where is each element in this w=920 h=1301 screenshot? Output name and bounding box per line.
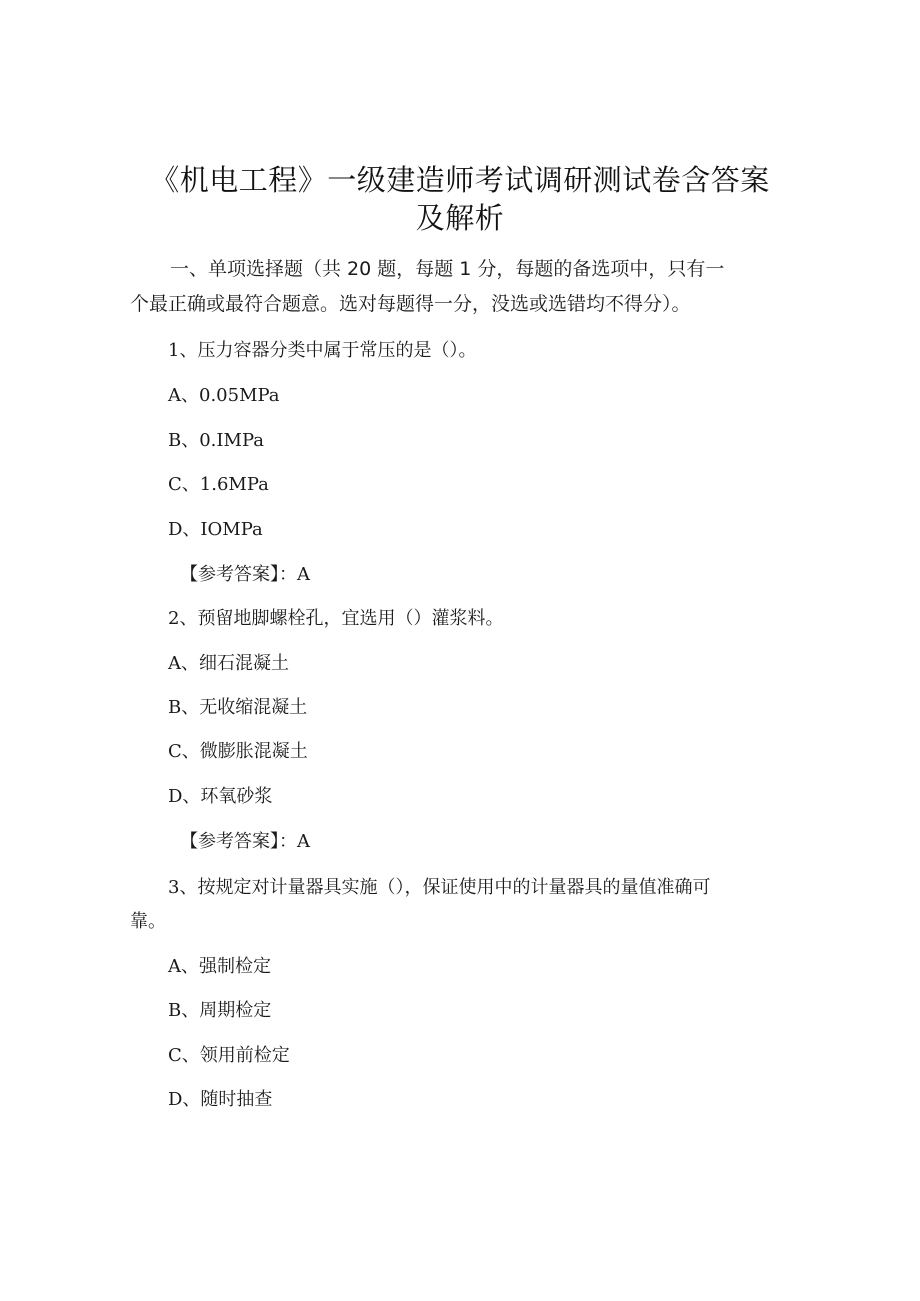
- question-3-option-d: D、随时抽查: [168, 1089, 273, 1110]
- question-3-option-c: C、领用前检定: [168, 1045, 290, 1066]
- question-1-stem: 1、压力容器分类中属于常压的是（）。: [168, 340, 477, 361]
- question-1-option-d: D、IOMPa: [168, 519, 263, 540]
- question-2-option-c: C、微膨胀混凝土: [168, 741, 308, 762]
- question-2-option-d: D、环氧砂浆: [168, 786, 273, 807]
- question-2-stem: 2、预留地脚螺栓孔，宜选用（）灌浆料。: [168, 608, 504, 629]
- question-1-option-b: B、0.IMPa: [168, 430, 264, 451]
- question-3-option-a: A、强制检定: [168, 956, 271, 977]
- section-intro-line-2: 个最正确或最符合题意。选对每题得一分，没选或选错均不得分）。: [130, 293, 691, 315]
- question-2-option-a: A、细石混凝土: [168, 653, 289, 674]
- question-2-answer: 【参考答案】：A: [180, 831, 310, 852]
- question-1-option-a: A、0.05MPa: [168, 385, 280, 406]
- question-2-option-b: B、无收缩混凝土: [168, 697, 308, 718]
- document-title-line-1: 《机电工程》一级建造师考试调研测试卷含答案: [150, 163, 770, 197]
- question-3-stem-line-1: 3、按规定对计量器具实施（），保证使用中的计量器具的量值准确可: [168, 877, 711, 898]
- question-3-option-b: B、周期检定: [168, 1000, 272, 1021]
- document-title-line-2: 及解析: [415, 201, 505, 235]
- section-intro-line-1: 一、单项选择题（共 20 题，每题 1 分，每题的备选项中，只有一: [170, 258, 725, 280]
- question-1-option-c: C、1.6MPa: [168, 474, 269, 495]
- question-3-stem-line-2: 靠。: [130, 911, 166, 932]
- question-1-answer: 【参考答案】：A: [180, 564, 310, 585]
